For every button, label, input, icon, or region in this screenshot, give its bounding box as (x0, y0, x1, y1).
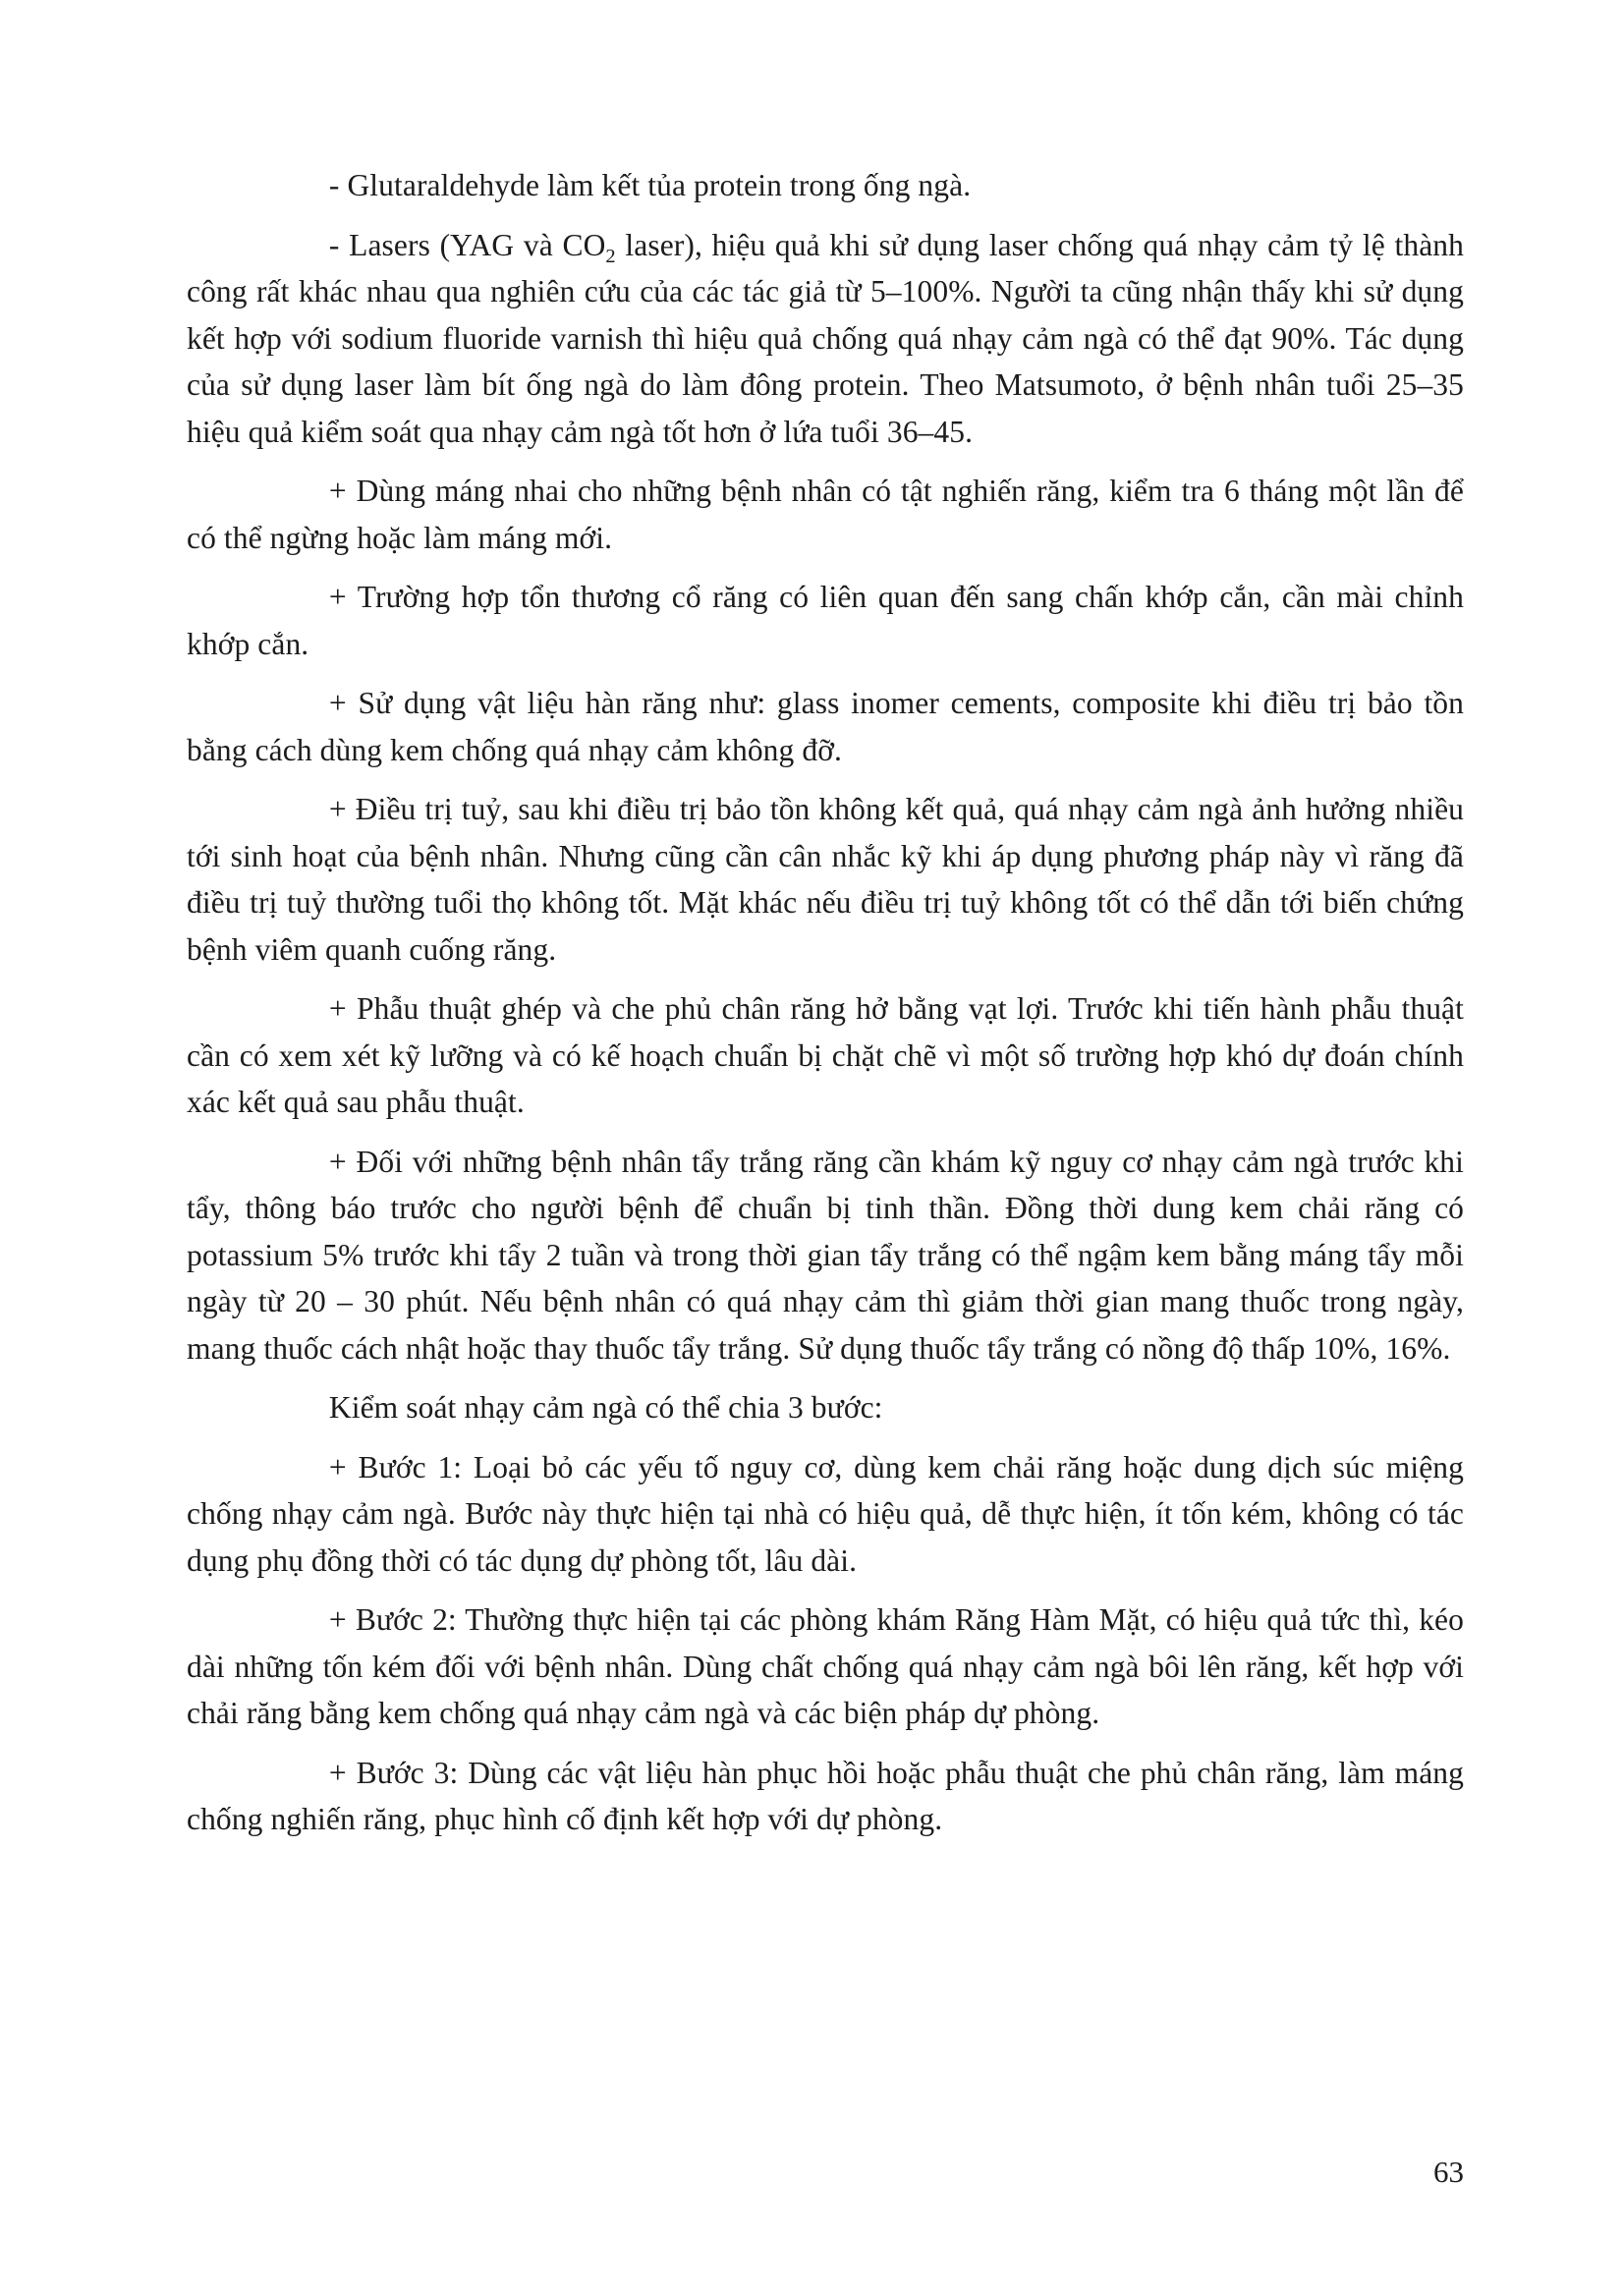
page-number: 63 (1433, 2155, 1464, 2189)
paragraph-mouthguard: + Dùng máng nhai cho những bệnh nhân có tật nghiến răng, kiểm tra 6 tháng một lần để có thể ngừng hoặc làm máng mới. (187, 474, 1464, 555)
document-page (187, 162, 1464, 1856)
paragraph-step-2: + Bước 2: Thường thực hiện tại các phòng khám Răng Hàm Mặt, có hiệu quả tức thì, kéo dài những tốn kém đối với bệnh nhân. Dùng chất chống quá nhạy cảm ngà bôi lên răng, kết hợp với chải răng bằng kem chống quá nhạy cảm ngà và các biện pháp dự phòng. (187, 1602, 1464, 1730)
lasers-text-start: - Lasers (YAG và CO (328, 227, 606, 262)
paragraph-three-steps-intro: Kiểm soát nhạy cảm ngà có thể chia 3 bước: (328, 1390, 883, 1425)
paragraph-whitening-patients: + Đối với những bệnh nhân tẩy trắng răng cần khám kỹ nguy cơ nhạy cảm ngà trước khi tẩy, thông báo trước cho người bệnh để chuẩn bị tinh thần. Đồng thời dung kem chải răng có potassium 5% trước khi tẩy 2 tuần và trong thời gian tẩy trắng có thể ngậm kem bằng máng tẩy mỗi ngày từ 20 – 30 phút. Nếu bệnh nhân có quá nhạy cảm thì giảm thời gian mang thuốc trong ngày, mang thuốc cách nhật hoặc thay thuốc tẩy trắng. Sử dụng thuốc tẩy trắng có nồng độ thấp 10%, 16%. (187, 1144, 1464, 1366)
paragraph-step-1: + Bước 1: Loại bỏ các yếu tố nguy cơ, dùng kem chải răng hoặc dung dịch súc miệng chống nhạy cảm ngà. Bước này thực hiện tại nhà có hiệu quả, dễ thực hiện, ít tốn kém, không có tác dụng phụ đồng thời có tác dụng dự phòng tốt, lâu dài. (187, 1449, 1464, 1578)
paragraph-pulp-treatment: + Điều trị tuỷ, sau khi điều trị bảo tồn không kết quả, quá nhạy cảm ngà ảnh hưởng nhiều tới sinh hoạt của bệnh nhân. Nhưng cũng cần cân nhắc kỹ khi áp dụng phương pháp này vì răng đã điều trị tuỷ thường tuổi thọ không tốt. Mặt khác nếu điều trị tuỷ không tốt có thể dẫn tới biến chứng bệnh viêm quanh cuống răng. (187, 792, 1464, 967)
paragraph-filling-materials: + Sử dụng vật liệu hàn răng như: glass inomer cements, composite khi điều trị bảo tồn bằng cách dùng kem chống quá nhạy cảm không đỡ. (187, 686, 1464, 767)
paragraph-step-3: + Bước 3: Dùng các vật liệu hàn phục hồi hoặc phẫu thuật che phủ chân răng, làm máng chống nghiến răng, phục hình cố định kết hợp với dự phòng. (187, 1755, 1464, 1836)
co2-subscript: 2 (605, 245, 616, 267)
paragraph-lasers (187, 222, 1464, 456)
paragraph-glutaraldehyde: - Glutaraldehyde làm kết tủa protein trong ống ngà. (328, 168, 972, 202)
paragraph-gum-graft-surgery: + Phẫu thuật ghép và che phủ chân răng hở bằng vạt lợi. Trước khi tiến hành phẫu thuật cần có xem xét kỹ lưỡng và có kế hoạch chuẩn bị chặt chẽ vì một số trường hợp khó dự đoán chính xác kết quả sau phẫu thuật. (187, 991, 1464, 1119)
paragraph-occlusal-adjustment: + Trường hợp tổn thương cổ răng có liên quan đến sang chấn khớp cắn, cần mài chỉnh khớp cắn. (187, 580, 1464, 661)
lasers-text-rest: laser), hiệu quả khi sử dụng laser chống quá nhạy cảm tỷ lệ thành công rất khác nhau qua nghiên cứu của các tác giả từ 5–100%. Người ta cũng nhận thấy khi sử dụng kết hợp với sodium fluoride varnish thì hiệu quả chống quá nhạy cảm ngà có thể đạt 90%. Tác dụng của sử dụng laser làm bít ống ngà do làm đông protein. Theo Matsumoto, ở bệnh nhân tuổi 25–35 hiệu quả kiểm soát qua nhạy cảm ngà tốt hơn ở lứa tuổi 36–45. (187, 227, 1464, 449)
